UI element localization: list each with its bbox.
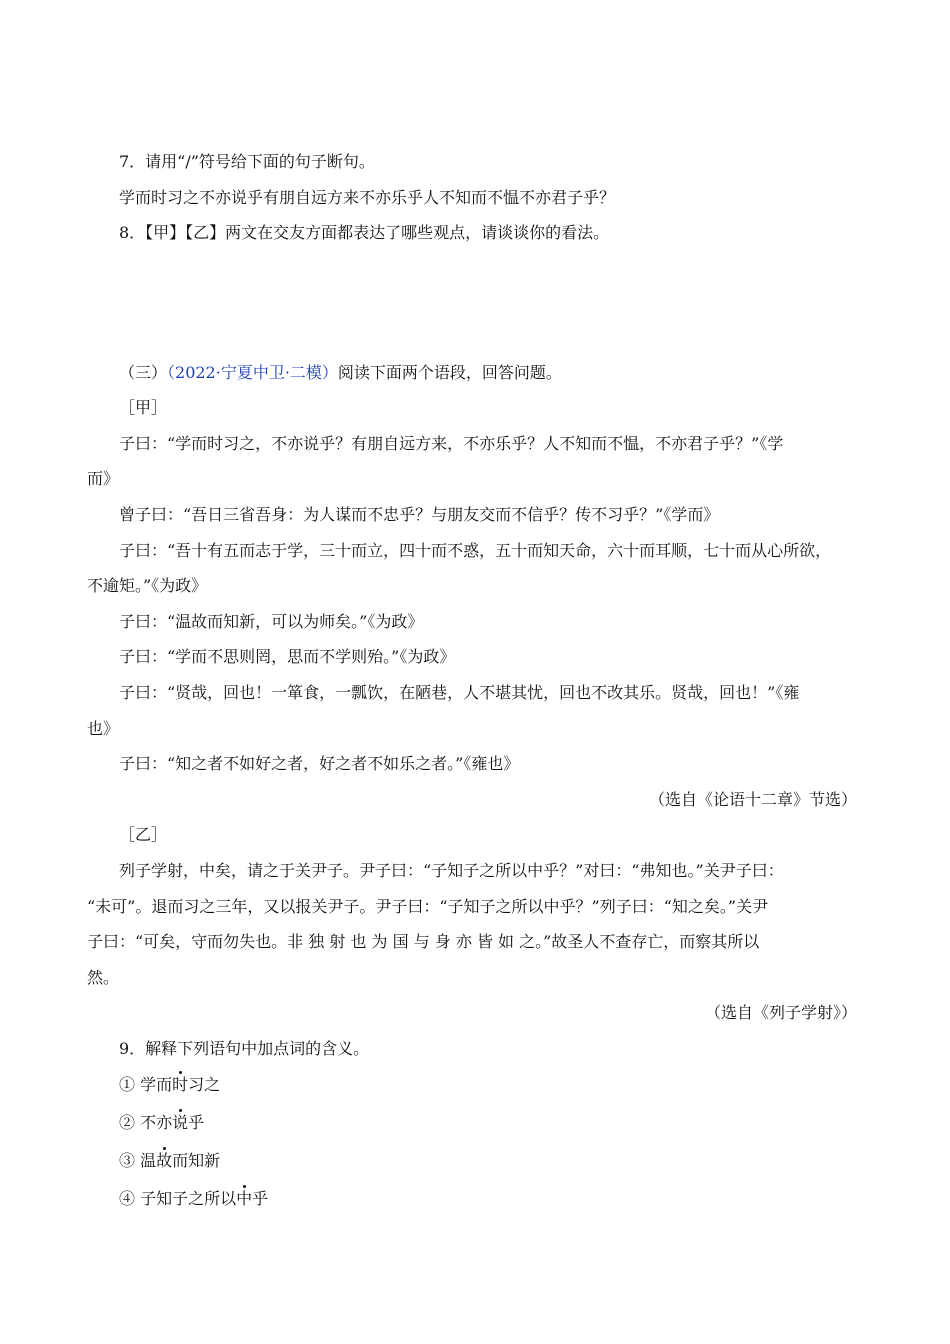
q8-prompt: 8．【甲】【乙】两文在交友方面都表达了哪些观点，请谈谈你的看法。 xyxy=(119,223,610,242)
q9-item-3 xyxy=(119,1150,220,1172)
dotted-word: 时 xyxy=(172,1075,189,1094)
item-text-post: 习之 xyxy=(188,1075,221,1094)
q9-item-1 xyxy=(119,1074,220,1096)
dotted-word: 中 xyxy=(236,1189,253,1208)
yi-credit: （选自《列子学射》） xyxy=(704,1003,857,1022)
q9-item-2 xyxy=(119,1112,204,1134)
dotted-word: 说 xyxy=(172,1113,189,1132)
q7-prompt: 7．请用“/”符号给下面的句子断句。 xyxy=(119,152,375,171)
jia-paragraph-1: 子曰：“学而时习之，不亦说乎？有朋自远方来，不亦乐乎？人不知而不愠，不亦君子乎？”《学 xyxy=(119,434,784,453)
q7-sentence: 学而时习之不亦说乎有朋自远方来不亦乐乎人不知而不愠不亦君子乎？ xyxy=(119,188,616,207)
jia-paragraph-3-cont: 不逾矩。”《为政》 xyxy=(87,576,208,595)
jia-paragraph-6-cont: 也》 xyxy=(87,719,120,738)
section3-label: （三） xyxy=(119,363,168,382)
yi-paragraph-1-line-3: 子曰：“可矣，守而勿失也。非 独 射 也 为 国 与 身 亦 皆 如 之。”故圣人不查存亡，而察其所以 xyxy=(87,932,760,951)
yi-paragraph-1-line-4: 然。 xyxy=(87,968,120,987)
section3-heading xyxy=(119,362,562,384)
jia-paragraph-2: 曾子曰：“吾日三省吾身：为人谋而不忠乎？与朋友交而不信乎？传不习乎？”《学而》 xyxy=(119,505,720,524)
jia-paragraph-4: 子曰：“温故而知新，可以为师矣。”《为政》 xyxy=(119,612,424,631)
jia-paragraph-1-cont: 而》 xyxy=(87,469,120,488)
item-text-post: 而知新 xyxy=(172,1151,221,1170)
item-number: ② xyxy=(119,1113,136,1132)
yi-label: ［乙］ xyxy=(119,825,168,844)
jia-label: ［甲］ xyxy=(119,398,168,417)
section3-source-link[interactable]: （2022·宁夏中卫·二模） xyxy=(167,363,338,382)
q9-item-4 xyxy=(119,1188,268,1210)
item-text-pre: 不亦 xyxy=(140,1113,173,1132)
item-text-pre: 学而 xyxy=(140,1075,173,1094)
item-number: ④ xyxy=(119,1189,136,1208)
jia-paragraph-3: 子曰：“吾十有五而志于学，三十而立，四十而不惑，五十而知天命，六十而耳顺，七十而从心所欲， xyxy=(119,541,832,560)
jia-credit: （选自《论语十二章》节选） xyxy=(648,790,857,809)
item-text-pre: 子知子之所以 xyxy=(140,1189,237,1208)
jia-paragraph-7: 子曰：“知之者不如好之者，好之者不如乐之者。”《雍也》 xyxy=(119,754,520,773)
q9-prompt: 9．解释下列语句中加点词的含义。 xyxy=(119,1039,370,1058)
yi-paragraph-1-line-2: “未可”。退而习之三年，又以报关尹子。尹子曰：“子知子之所以中乎？”列子曰：“知之矣。”关尹 xyxy=(87,897,769,916)
yi-paragraph-1: 列子学射，中矣，请之于关尹子。尹子曰：“子知子之所以中乎？”对曰：“弗知也。”关尹子曰： xyxy=(119,861,784,880)
item-number: ① xyxy=(119,1075,136,1094)
dotted-word: 故 xyxy=(156,1151,173,1170)
section3-instruction: 阅读下面两个语段，回答问题。 xyxy=(337,363,562,382)
item-text-post: 乎 xyxy=(188,1113,205,1132)
jia-paragraph-6: 子曰：“贤哉，回也！一箪食，一瓢饮，在陋巷，人不堪其忧，回也不改其乐。贤哉，回也！”《雍 xyxy=(119,683,800,702)
jia-paragraph-5: 子曰：“学而不思则罔，思而不学则殆。”《为政》 xyxy=(119,647,456,666)
item-text-post: 乎 xyxy=(252,1189,269,1208)
item-text-pre: 温 xyxy=(140,1151,157,1170)
item-number: ③ xyxy=(119,1151,136,1170)
